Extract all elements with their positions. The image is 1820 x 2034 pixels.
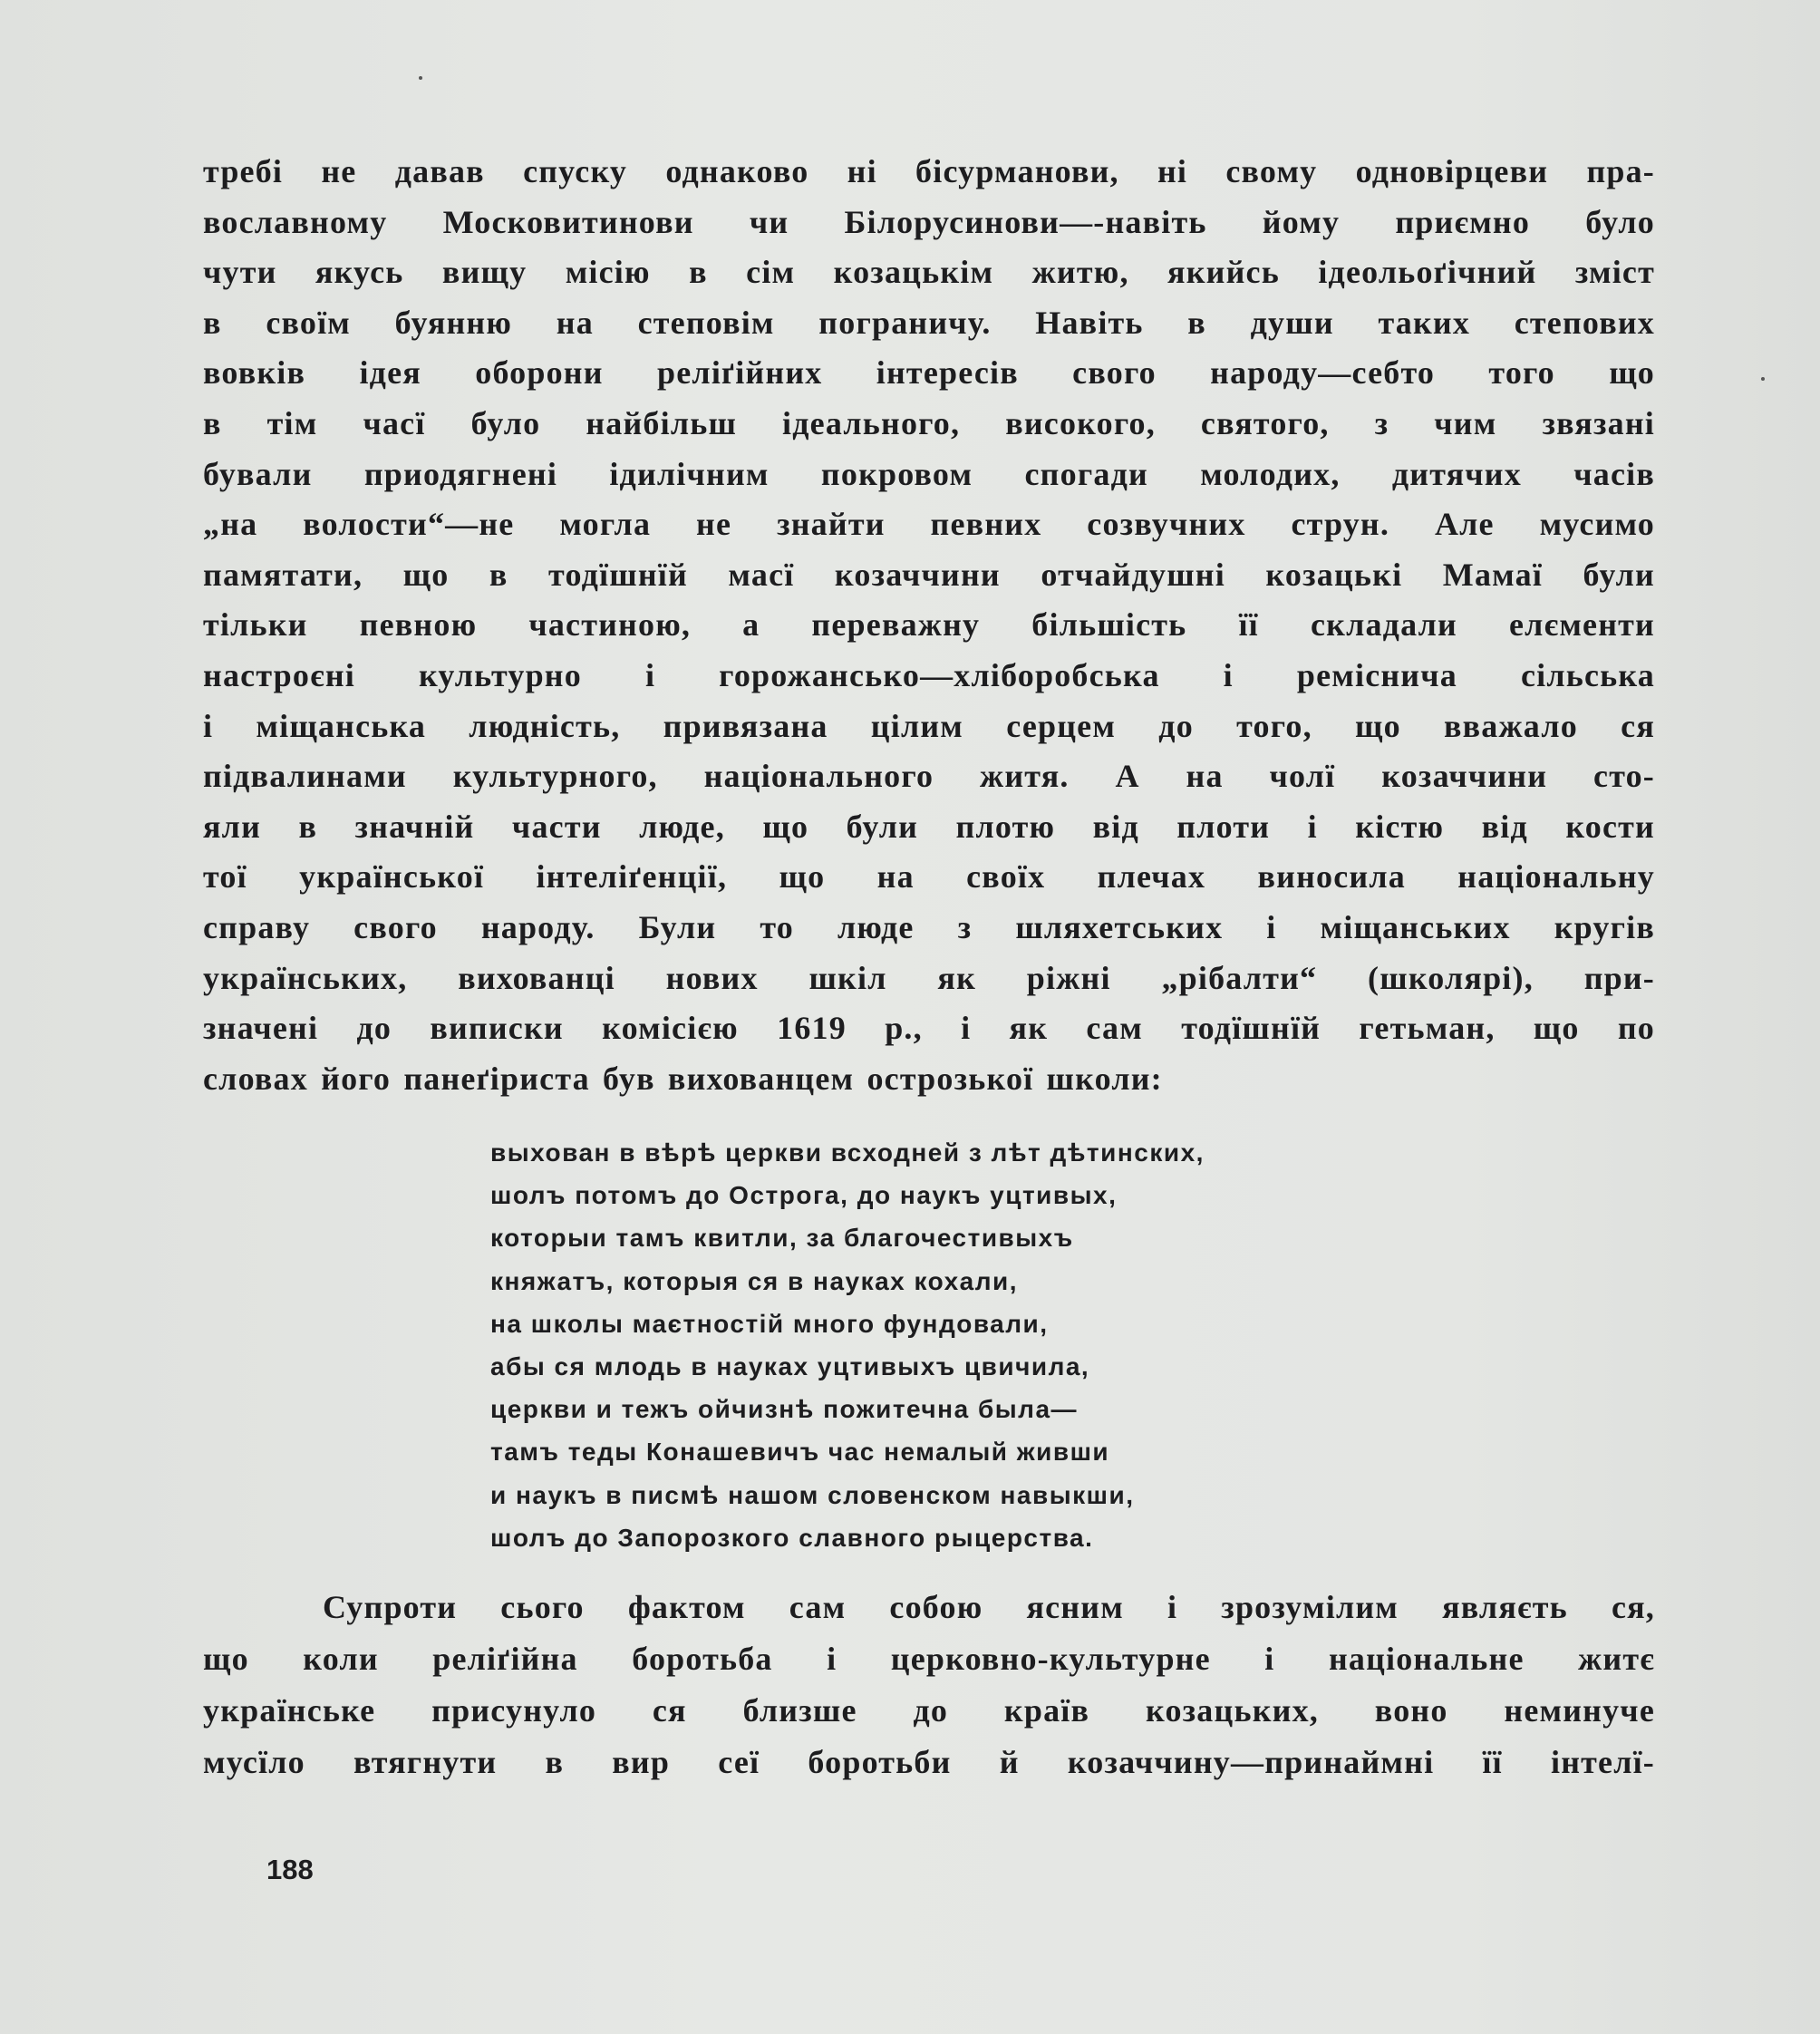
text-line: Супроти сього фактом сам собою ясним і зрозумілим являєть ся, xyxy=(323,1589,1655,1625)
verse-line: абы ся млодь в науках уцтивыхъ цвичила, xyxy=(490,1351,1090,1380)
print-speck xyxy=(1761,377,1765,381)
paragraph-2 xyxy=(203,1582,1655,1788)
verse-line: княжатъ, которыя ся в науках кохали, xyxy=(490,1266,1018,1295)
text-line: бували приодягнені ідилічним покровом спогади молодих, дитячих часів xyxy=(203,455,1655,492)
verse-line: шолъ до Запорозкого славного рыцерства. xyxy=(490,1523,1094,1552)
text-line: українське присунуло ся близше до країв козацьких, воно неминуче xyxy=(203,1692,1655,1729)
text-line: підвалинами культурного, національного житя. А на чолї козаччини сто- xyxy=(203,758,1655,795)
text-line: тої української інтеліґенції, що на своїх плечах виносила національну xyxy=(203,858,1655,896)
text-line: требі не давав спуску однаково ні бісурманови, ні свому одновірцеви пра- xyxy=(203,153,1655,189)
print-speck xyxy=(419,76,422,80)
text-line: українських, вихованці нових шкіл як ріжні „рібалти“ (школярі), при- xyxy=(203,959,1655,996)
text-line: памятати, що в тодїшнїй масї козаччини отчайдушні козацькі Мамаї були xyxy=(203,556,1655,593)
verse-line: церкви и тежъ ойчизнѣ пожитечна была— xyxy=(490,1395,1079,1424)
verse-line: на школы маєтностій много фундовали, xyxy=(490,1309,1049,1338)
text-line: в своїм буянню на степовім пограничу. Навіть в души таких степових xyxy=(203,304,1655,341)
text-line: значені до виписки комісією 1619 р., і як сам тодїшнїй гетьман, що по xyxy=(203,1010,1655,1047)
text-line: справу свого народу. Були то люде з шляхетських і міщанських кругів xyxy=(203,908,1655,945)
page-number: 188 xyxy=(266,1854,314,1885)
text-line: що коли реліґійна боротьба і церковно-культурне і національне житє xyxy=(203,1641,1655,1677)
text-line: яли в значній части люде, що були плотю від плоти і кістю від кости xyxy=(203,808,1655,845)
text-line: словах його панеґіриста був вихованцем острозької школи: xyxy=(203,1060,1163,1097)
text-line: настроєні культурно і горожансько—хліборобська і реміснича сільська xyxy=(203,656,1655,693)
verse-line: шолъ потомъ до Острога, до наукъ уцтивых, xyxy=(490,1181,1118,1210)
text-line: вовків ідея оборони реліґійних інтересів свого народу—себто того що xyxy=(203,354,1655,392)
text-line: в тім часї було найбільш ідеального, високого, святого, з чим звязані xyxy=(203,404,1655,441)
verse-line: и наукъ в писмѣ нашом словенском навыкши, xyxy=(490,1480,1135,1509)
text-line: тільки певною частиною, а переважну більшість її складали елєменти xyxy=(203,606,1655,644)
text-line: вославному Московитинови чи Білорусинови—-навіть йому приємно було xyxy=(203,203,1655,240)
text-line: і міщанська людність, привязана цілим серцем до того, що вважало ся xyxy=(203,707,1655,744)
verse-line: выхован в вѣрѣ церкви всходней з лѣт дѣтинских, xyxy=(490,1138,1205,1167)
text-line: „на волости“—не могла не знайти певних созвучних струн. Але мусимо xyxy=(203,506,1655,543)
verse-line: тамъ теды Конашевичъ час немалый живши xyxy=(490,1438,1110,1467)
text-line: чути якусь вищу місію в сім козацькім житю, якийсь ідеольоґічний зміст xyxy=(203,254,1655,291)
text-line: мусїло втягнути в вир сеї боротьби й козаччину—принаймні її інтелї- xyxy=(203,1744,1655,1780)
verse-line: которыи тамъ квитли, за благочестивыхъ xyxy=(490,1224,1074,1253)
paragraph-1 xyxy=(203,147,1655,1104)
verse-quotation xyxy=(490,1131,1205,1559)
